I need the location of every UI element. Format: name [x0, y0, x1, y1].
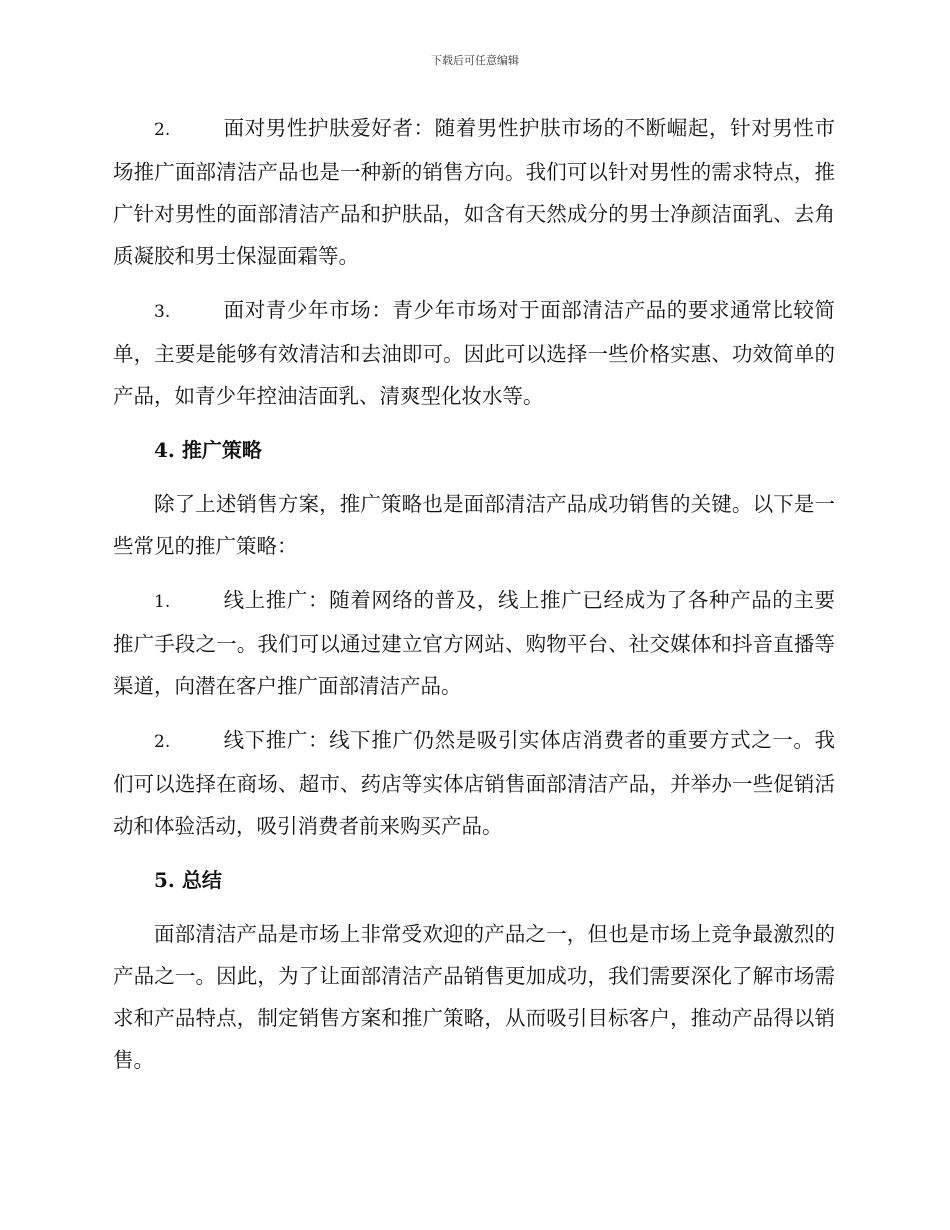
list-item-online-promotion	[113, 579, 835, 707]
list-number: 2.	[154, 120, 171, 140]
list-item-text: 面对男性护肤爱好者：随着男性护肤市场的不断崛起，针对男性市场推广面部清洁产品也是一种新的销售方向。我们可以针对男性的需求特点，推广针对男性的面部清洁产品和护肤品，如含有天然成分的男士净颜洁面乳、去角质凝胶和男士保湿面霜等。	[113, 116, 835, 268]
section-heading-promotion: 4. 推广策略	[154, 438, 262, 462]
list-item-offline-promotion	[113, 719, 835, 847]
list-item-teen-market	[113, 289, 835, 417]
section-heading-summary: 5. 总结	[154, 868, 222, 892]
list-number: 3.	[154, 302, 171, 322]
page-header: 下载后可任意编辑	[431, 54, 519, 67]
list-item-text: 线上推广：随着网络的普及，线上推广已经成为了各种产品的主要推广手段之一。我们可以通过建立官方网站、购物平台、社交媒体和抖音直播等渠道，向潜在客户推广面部清洁产品。	[113, 588, 835, 698]
paragraph-summary: 面部清洁产品是市场上非常受欢迎的产品之一，但也是市场上竞争最激烈的产品之一。因此，为了让面部清洁产品销售更加成功，我们需要深化了解市场需求和产品特点，制定销售方案和推广策略，从而吸引目标客户，推动产品得以销售。	[113, 922, 835, 1072]
document-body	[113, 107, 835, 1093]
list-number: 2.	[154, 732, 171, 752]
list-item-text: 面对青少年市场：青少年市场对于面部清洁产品的要求通常比较简单，主要是能够有效清洁和去油即可。因此可以选择一些价格实惠、功效简单的产品，如青少年控油洁面乳、清爽型化妆水等。	[113, 298, 835, 408]
paragraph-promotion-intro: 除了上述销售方案，推广策略也是面部清洁产品成功销售的关键。以下是一些常见的推广策略：	[113, 492, 835, 558]
list-number: 1.	[154, 592, 171, 612]
list-item-text: 线下推广：线下推广仍然是吸引实体店消费者的重要方式之一。我们可以选择在商场、超市、药店等实体店销售面部清洁产品，并举办一些促销活动和体验活动，吸引消费者前来购买产品。	[113, 728, 835, 838]
list-item-men-skincare	[113, 107, 835, 277]
